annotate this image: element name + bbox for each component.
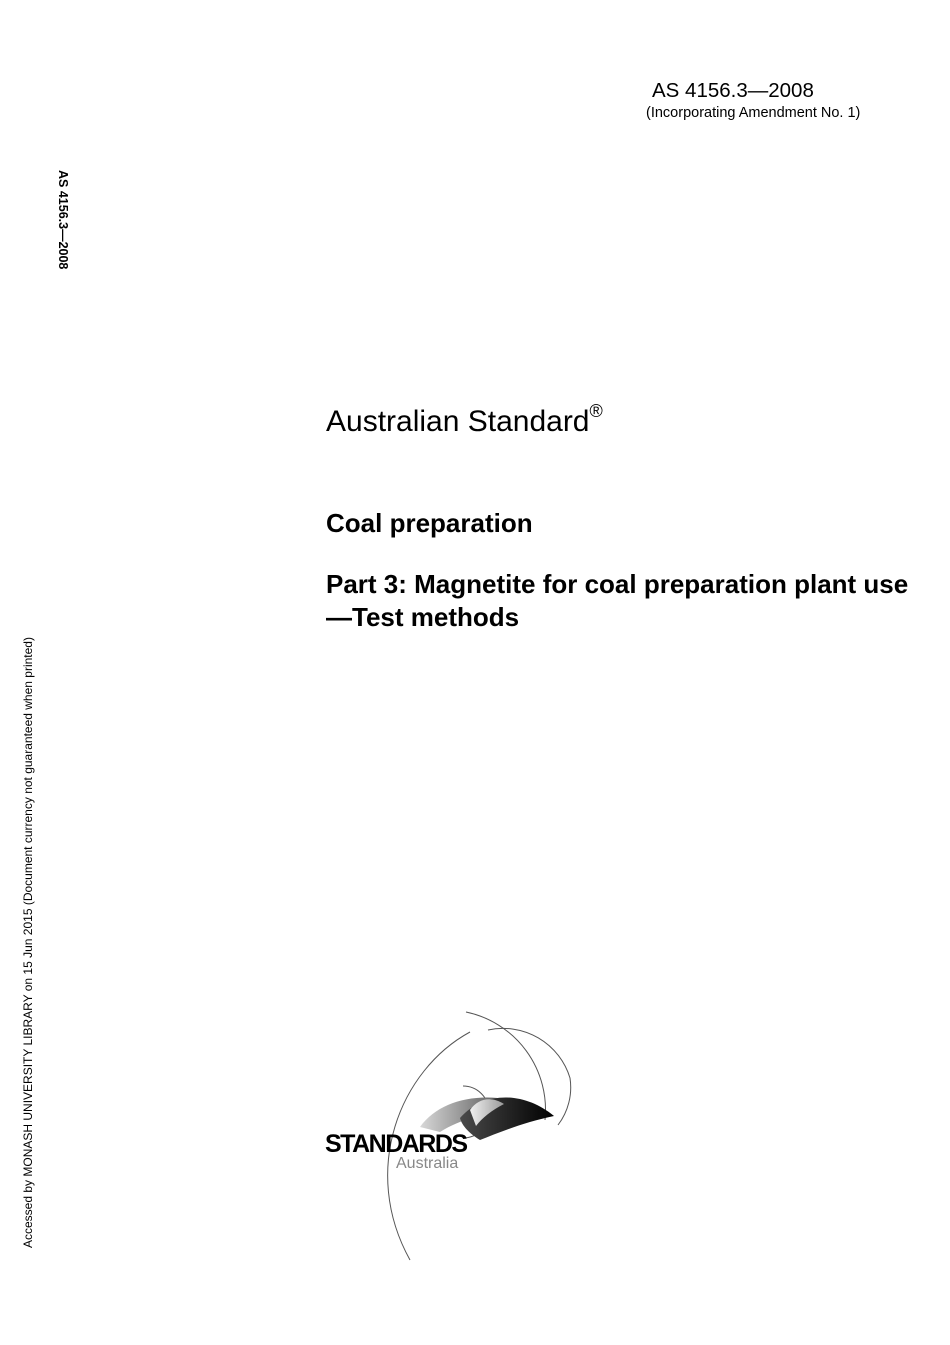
document-title: Coal preparation <box>326 508 533 538</box>
logo-word-australia: Australia <box>396 1155 459 1172</box>
logo-word-standards: STANDARDS <box>325 1130 467 1158</box>
document-number: AS 4156.3—2008 <box>652 79 814 102</box>
standard-label-text: Australian Standard <box>326 405 590 438</box>
document-subtitle: Part 3: Magnetite for coal preparation plant use—Test methods <box>326 569 909 632</box>
registered-mark: ® <box>589 401 603 421</box>
access-note: Accessed by MONASH UNIVERSITY LIBRARY on 15 Jun 2015 (Document currency not guaranteed when printed) <box>21 637 35 1248</box>
amendment-note: (Incorporating Amendment No. 1) <box>646 105 861 121</box>
standard-label <box>326 400 603 444</box>
spine-document-number: AS 4156.3—2008 <box>56 170 70 270</box>
standards-australia-logo <box>320 1000 590 1270</box>
